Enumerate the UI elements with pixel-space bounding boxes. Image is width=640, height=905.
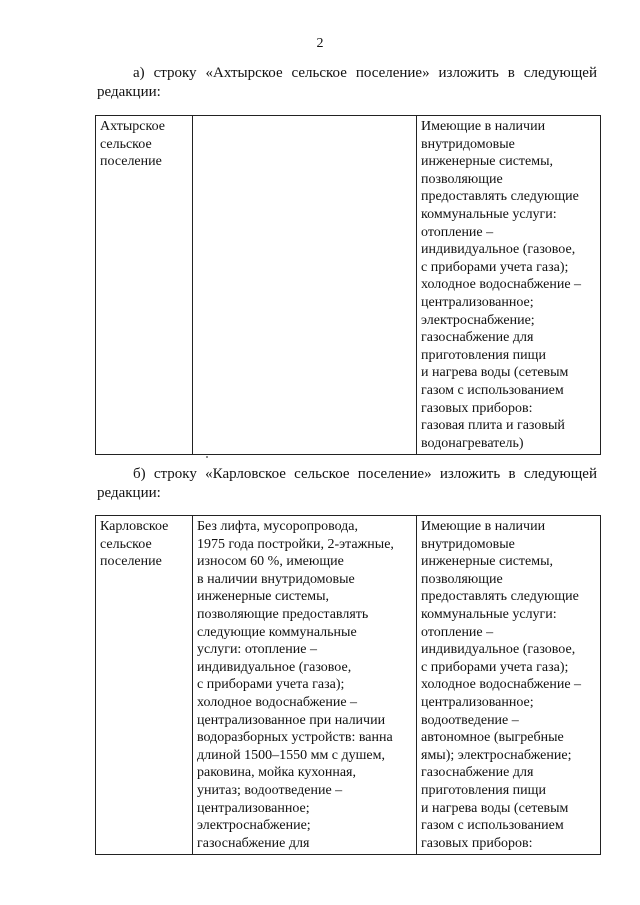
settlement-cell: Ахтырское сельское поселение — [96, 116, 193, 455]
building-description-cell: Без лифта, мусоропровода, 1975 года постройки, 2-этажные, износом 60 %, имеющие в наличии внутридомовые инженерные системы, позволяющие предоставлять следующие коммунальные услуги: отопление – индивидуальное (газовое, с приборами учета газа); холодное водоснабжение – централизованное при наличии водоразборных устройств: ванна длиной 1500–1550 мм с душем, раковина, мойка кухонная, унитаз; водоотведение – централизованное; электроснабжение; газоснабжение для — [193, 516, 417, 855]
building-description-cell — [193, 116, 417, 455]
amendment-b-table — [95, 515, 601, 855]
table-row — [96, 116, 601, 455]
amendment-a-intro-line1: а) строку «Ахтырское сельское поселение» изложить в следующей — [133, 65, 597, 81]
settlement-cell: Карловское сельское поселение — [96, 516, 193, 855]
page-number: 2 — [316, 36, 324, 51]
amendment-b-intro — [97, 465, 597, 503]
amendment-b-intro-line2: редакции: — [97, 485, 161, 501]
amendment-a-table — [95, 115, 601, 455]
scan-speck — [206, 456, 208, 458]
utilities-cell: Имеющие в наличии внутридомовые инженерные системы, позволяющие предоставлять следующие коммунальные услуги: отопление – индивидуальное (газовое, с приборами учета газа); холодное водоснабжение – централизованное; водоотведение – автономное (выгребные ямы); электроснабжение; газоснабжение для приготовления пищи и нагрева воды (сетевым газом с использованием газовых приборов: — [417, 516, 601, 855]
amendment-b-intro-line1: б) строку «Карловское сельское поселение» изложить в следующей — [133, 466, 597, 482]
amendment-a-intro-line2: редакции: — [97, 84, 161, 100]
amendment-a-intro — [97, 64, 597, 102]
utilities-cell: Имеющие в наличии внутридомовые инженерные системы, позволяющие предоставлять следующие коммунальные услуги: отопление – индивидуальное (газовое, с приборами учета газа); холодное водоснабжение – централизованное; электроснабжение; газоснабжение для приготовления пищи и нагрева воды (сетевым газом с использованием газовых приборов: газовая плита и газовый водонагреватель) — [417, 116, 601, 455]
table-row — [96, 516, 601, 855]
